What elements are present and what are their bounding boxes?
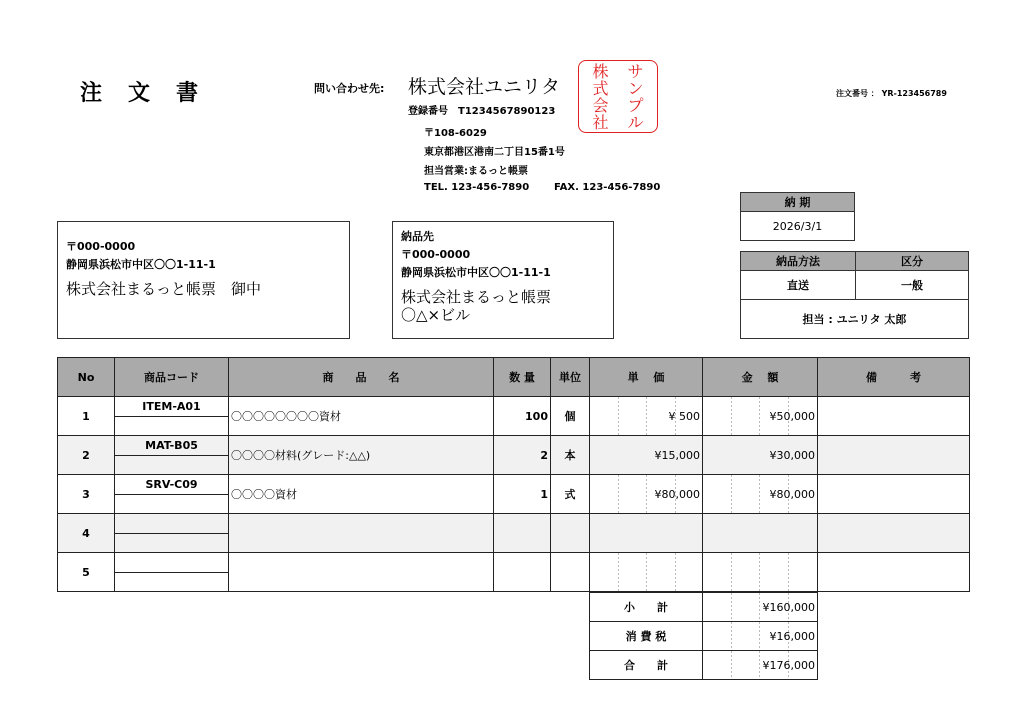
stamp-char: ル [627, 113, 644, 132]
row-code: SRV-C09 [115, 475, 228, 495]
stamp-char: 会 [592, 96, 609, 115]
stamp-char: ン [627, 79, 644, 98]
stamp-char: 式 [592, 79, 609, 98]
table-row [58, 514, 970, 553]
row-amount: ¥80,000 [703, 475, 818, 514]
table-row [58, 475, 970, 514]
due-date-value: 2026/3/1 [741, 212, 855, 241]
row-notes [818, 475, 970, 514]
row-code: MAT-B05 [115, 436, 228, 456]
row-unit [551, 553, 590, 592]
issuer-company-name: 株式会社ユニリタ [408, 76, 561, 98]
tax-row [590, 622, 818, 651]
row-code-cell [115, 553, 229, 592]
row-unit: 個 [551, 397, 590, 436]
due-date-table [740, 192, 855, 241]
delivery-destination-label: 納品先 [401, 230, 434, 243]
table-row [58, 397, 970, 436]
row-no: 3 [58, 475, 115, 514]
header-notes: 備 考 [818, 358, 970, 397]
row-qty: 1 [494, 475, 551, 514]
row-name [229, 514, 494, 553]
header-no: No [58, 358, 115, 397]
row-notes [818, 397, 970, 436]
delivery-name: 株式会社まるっと帳票 [401, 288, 552, 306]
company-seal-stamp [578, 60, 658, 133]
issuer-registration: 登録番号 T1234567890123 [408, 106, 556, 117]
recipient-address: 静岡県浜松市中区〇〇1-11-1 [66, 258, 216, 271]
stamp-left-column [583, 63, 618, 131]
row-name: 〇〇〇〇資材 [229, 475, 494, 514]
issuer-sales-rep: 担当営業:まるっと帳票 [424, 166, 528, 177]
row-no: 4 [58, 514, 115, 553]
row-qty: 2 [494, 436, 551, 475]
row-unit-price: ¥15,000 [590, 436, 703, 475]
row-qty [494, 514, 551, 553]
document-title: 注文書 [80, 81, 225, 106]
row-notes [818, 436, 970, 475]
row-name [229, 553, 494, 592]
table-row [58, 436, 970, 475]
row-code [115, 553, 228, 573]
stamp-char: 株 [592, 62, 609, 81]
row-code-cell [115, 397, 229, 436]
tax-value: ¥16,000 [703, 622, 818, 651]
row-qty [494, 553, 551, 592]
subtotal-label: 小 計 [590, 593, 703, 622]
row-code [115, 514, 228, 534]
tax-label: 消 費 税 [590, 622, 703, 651]
recipient-postal: 〒000-0000 [66, 240, 136, 253]
delivery-method-label: 納品方法 [741, 252, 856, 271]
delivery-building: 〇△×ビル [401, 306, 471, 324]
delivery-destination-box [392, 221, 614, 339]
header-code: 商品コード [115, 358, 229, 397]
row-amount [703, 553, 818, 592]
header-unit-price: 単 価 [590, 358, 703, 397]
stamp-char: サ [627, 62, 644, 81]
due-date-label: 納 期 [741, 193, 855, 212]
subtotal-row [590, 593, 818, 622]
row-unit [551, 514, 590, 553]
stamp-char: プ [627, 96, 644, 115]
header-name: 商 品 名 [229, 358, 494, 397]
table-row [58, 553, 970, 592]
row-unit-price: ¥ 500 [590, 397, 703, 436]
issuer-fax: FAX. 123-456-7890 [554, 182, 661, 193]
row-amount: ¥50,000 [703, 397, 818, 436]
row-code-cell [115, 475, 229, 514]
delivery-postal: 〒000-0000 [401, 248, 471, 261]
delivery-method-value: 直送 [741, 271, 856, 300]
issuer-tel: TEL. 123-456-7890 [424, 182, 530, 193]
items-table [57, 357, 970, 592]
totals-table [589, 592, 818, 680]
header-unit: 単位 [551, 358, 590, 397]
row-unit: 本 [551, 436, 590, 475]
row-no: 2 [58, 436, 115, 475]
person-in-charge: 担当 : ユニリタ 太郎 [741, 300, 969, 339]
row-notes [818, 514, 970, 553]
delivery-address: 静岡県浜松市中区〇〇1-11-1 [401, 266, 551, 279]
category-value: 一般 [856, 271, 969, 300]
row-unit-price [590, 553, 703, 592]
table-header-row [58, 358, 970, 397]
total-row [590, 651, 818, 680]
row-name: 〇〇〇〇〇〇〇〇資材 [229, 397, 494, 436]
issuer-address: 東京都港区港南二丁目15番1号 [424, 147, 565, 158]
inquiry-label: 問い合わせ先: [314, 82, 385, 95]
row-unit-price [590, 514, 703, 553]
row-name: 〇〇〇〇材料(グレード:△△) [229, 436, 494, 475]
row-unit: 式 [551, 475, 590, 514]
delivery-method-table [740, 251, 969, 339]
recipient-name: 株式会社まるっと帳票 御中 [66, 280, 262, 298]
category-label: 区分 [856, 252, 969, 271]
row-code-cell [115, 436, 229, 475]
row-no: 5 [58, 553, 115, 592]
row-unit-price: ¥80,000 [590, 475, 703, 514]
order-number: 注文番号 ： YR-123456789 [836, 89, 947, 98]
row-no: 1 [58, 397, 115, 436]
header-amount: 金 額 [703, 358, 818, 397]
row-qty: 100 [494, 397, 551, 436]
row-amount: ¥30,000 [703, 436, 818, 475]
stamp-right-column [618, 63, 653, 131]
subtotal-value: ¥160,000 [703, 593, 818, 622]
row-notes [818, 553, 970, 592]
stamp-char: 社 [592, 113, 609, 132]
row-code-cell [115, 514, 229, 553]
recipient-box [57, 221, 350, 339]
row-code: ITEM-A01 [115, 397, 228, 417]
row-amount [703, 514, 818, 553]
total-label: 合 計 [590, 651, 703, 680]
issuer-postal: 〒108-6029 [424, 128, 487, 139]
total-value: ¥176,000 [703, 651, 818, 680]
header-qty: 数 量 [494, 358, 551, 397]
